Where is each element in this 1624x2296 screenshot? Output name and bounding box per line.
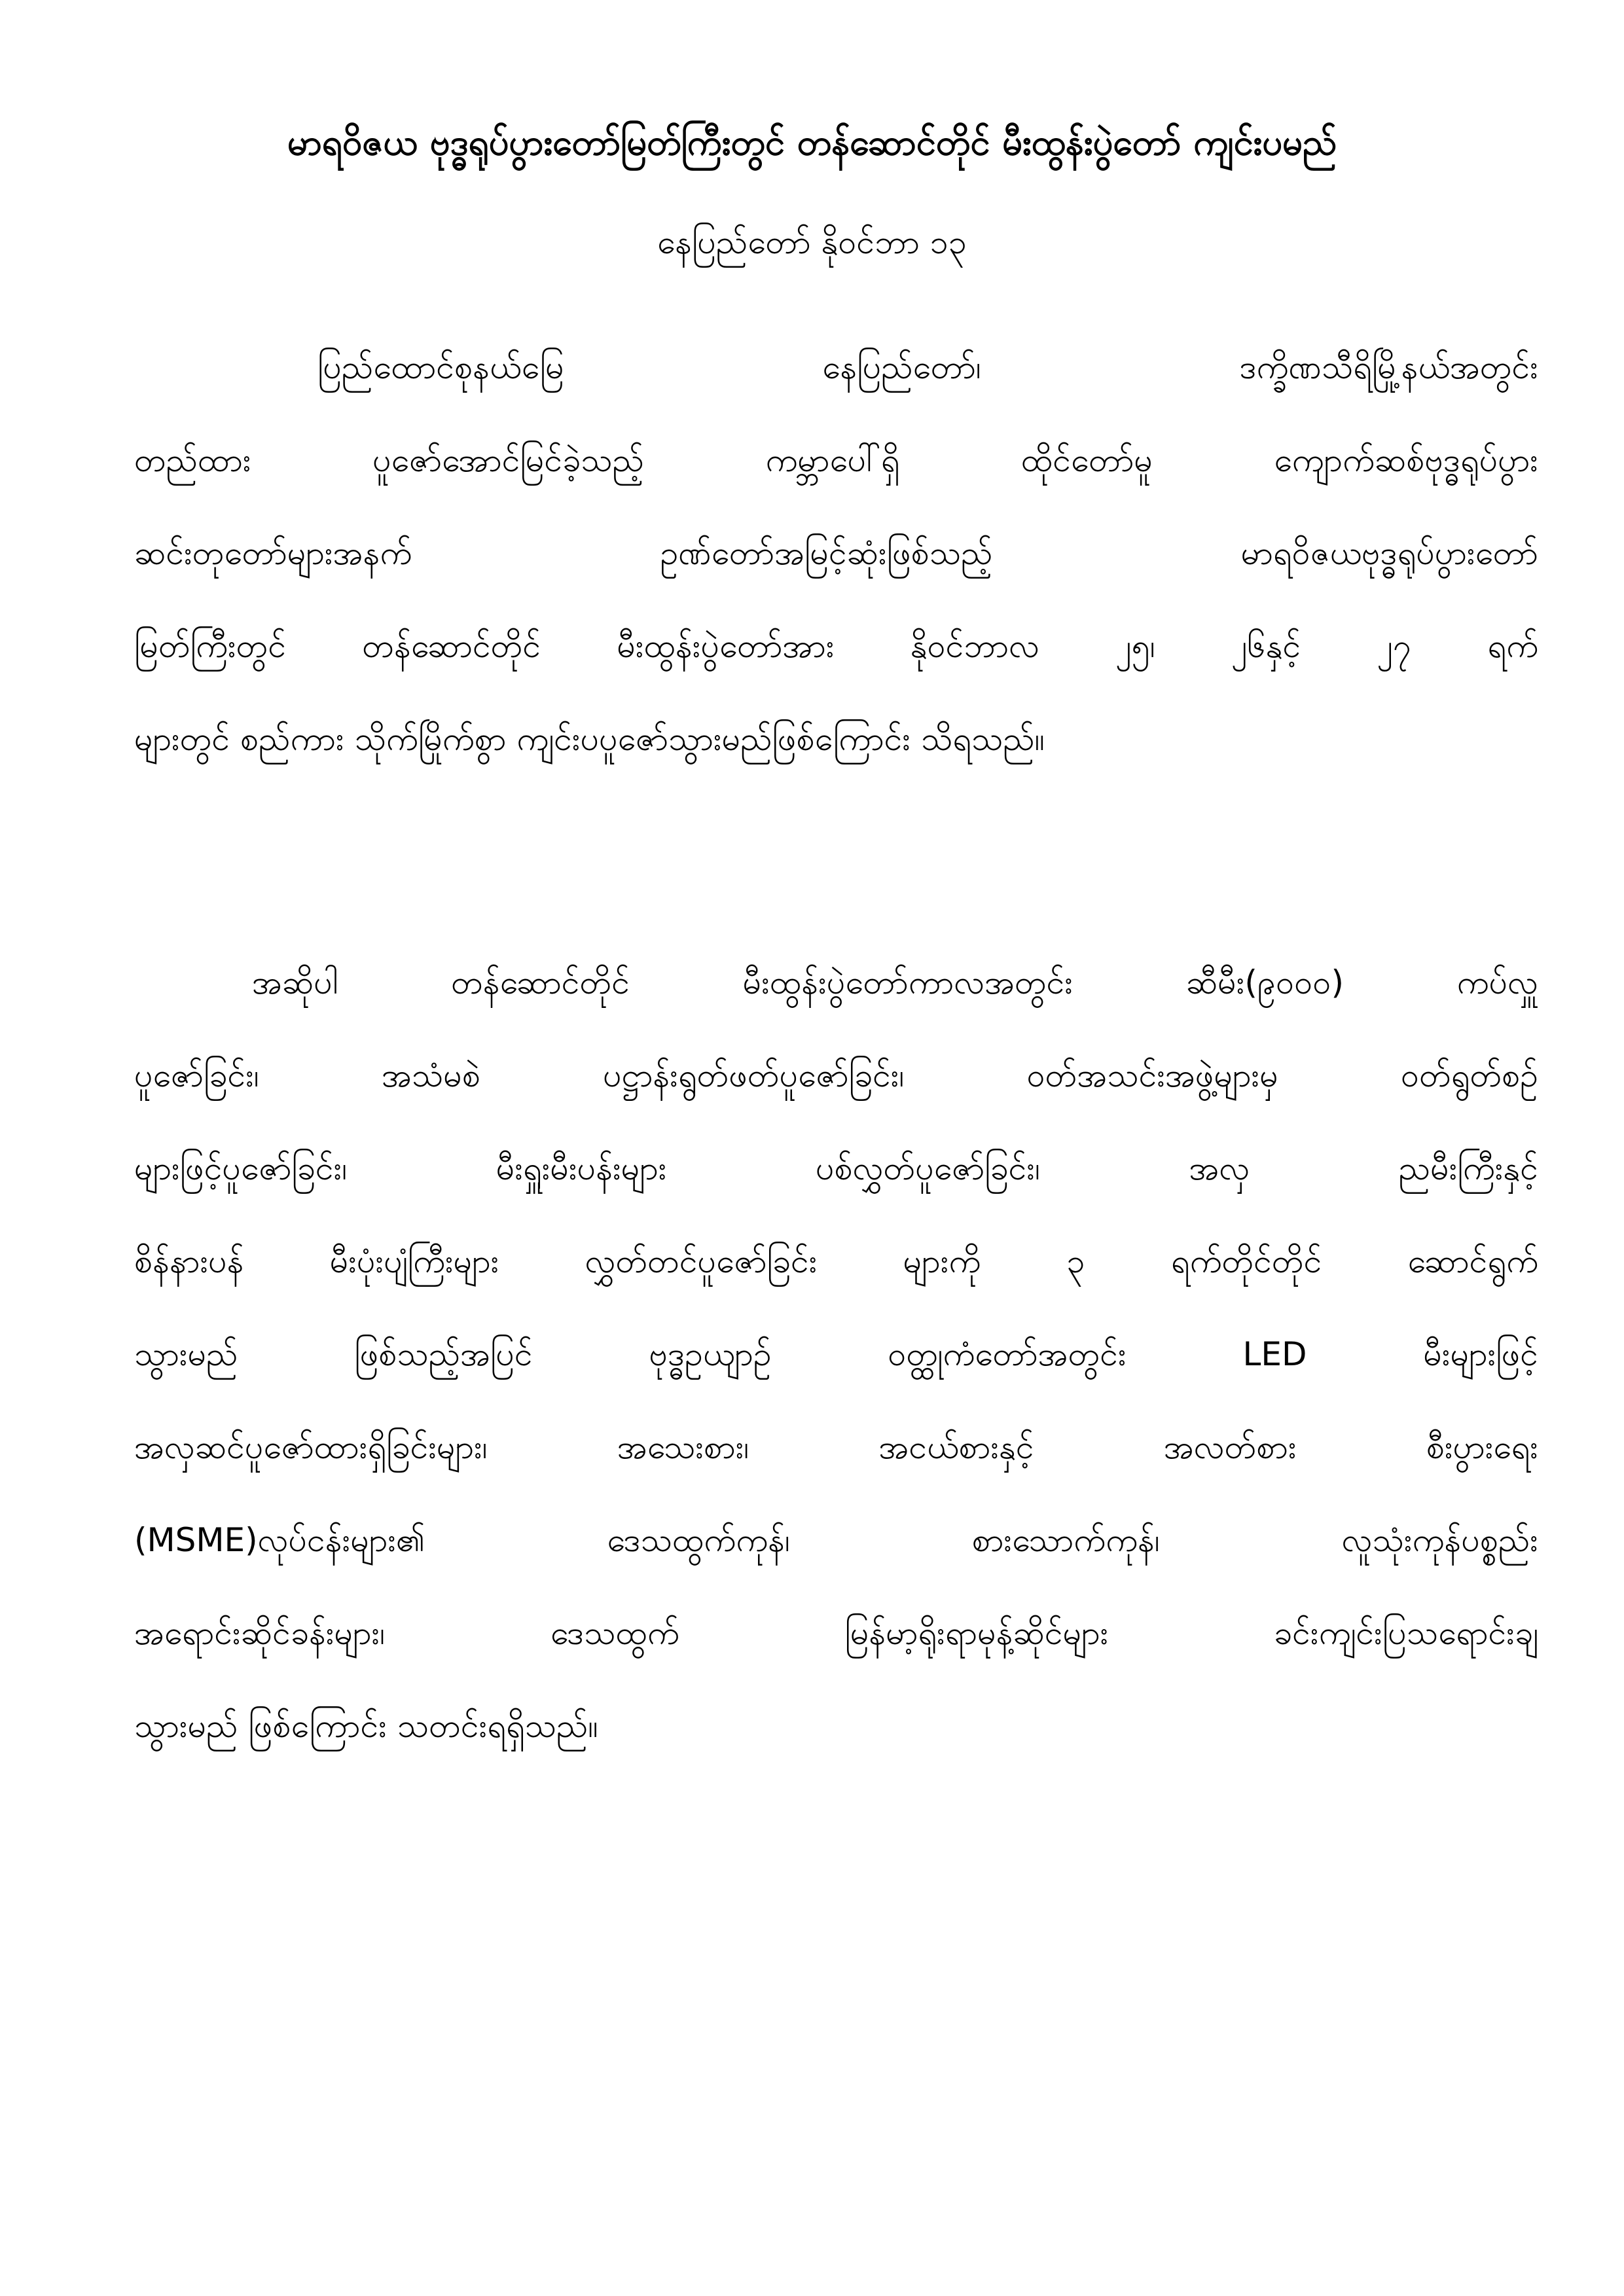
paragraph-line: များတွင် စည်ကား သိုက်မြိုက်စွာ ကျင်းပပူဇော်သွားမည်ဖြစ်ကြောင်း သိရသည်။ (134, 720, 1045, 758)
article-title: မာရဝိဇယ ဗုဒ္ဓရုပ်ပွားတော်မြတ်ကြီးတွင် တန်ဆောင်တိုင် မီးထွန်းပွဲတော် ကျင်းပမည် (287, 122, 1337, 163)
dateline: နေပြည်တော် နိုဝင်ဘာ ၁၃ (657, 223, 967, 261)
paragraph-1 (134, 321, 1538, 785)
paragraph-line: (MSME)လုပ်ငန်းများ၏ ဒေသထွက်ကုန်၊ စားသောက်ကုန်၊ လူသုံးကုန်ပစ္စည်း (134, 1521, 1538, 1559)
paragraph-line: အလှဆင်ပူဇော်ထားရှိခြင်းများ၊ အသေးစား၊ အငယ်စားနှင့် အလတ်စား စီးပွားရေး (134, 1428, 1538, 1466)
paragraph-line: ဆင်းတုတော်များအနက် ဥဏ်တော်အမြင့်ဆုံးဖြစ်သည့် မာရဝိဇယဗုဒ္ဓရုပ်ပွားတော် (134, 534, 1538, 572)
paragraph-line: အဆိုပါ တန်ဆောင်တိုင် မီးထွန်းပွဲတော်ကာလအတွင်း ဆီမီး(၉၀၀၀) ကပ်လှူ (252, 963, 1538, 1001)
paragraph-line: များဖြင့်ပူဇော်ခြင်း၊ မီးရှူးမီးပန်းများ ပစ်လွှတ်ပူဇော်ခြင်း၊ အလှ ညမီးကြီးနှင့် (134, 1149, 1538, 1187)
paragraph-line: သွားမည် ဖြစ်သည့်အပြင် ဗုဒ္ဓဥယျာဉ် ဝတ္ထုကံတော်အတွင်း LED မီးများဖြင့် (134, 1335, 1538, 1373)
paragraph-line: စိန်နားပန် မီးပုံးပျံကြီးများ လွှတ်တင်ပူဇော်ခြင်း များကို ၃ ရက်တိုင်တိုင် ဆောင်ရွက် (134, 1242, 1538, 1280)
paragraph-line: ပြည်ထောင်စုနယ်မြေ နေပြည်တော်၊ ဒက္ခိဏသီရိမြို့နယ်အတွင်း (317, 348, 1538, 386)
paragraph-2 (134, 936, 1538, 1772)
paragraph-line: တည်ထား ပူဇော်အောင်မြင်ခဲ့သည့် ကမ္ဘာပေါ်ရှိ ထိုင်တော်မူ ကျောက်ဆစ်ဗုဒ္ဓရုပ်ပွား (134, 441, 1538, 479)
paragraph-line: သွားမည် ဖြစ်ကြောင်း သတင်းရရှိသည်။ (134, 1707, 598, 1745)
paragraph-line: မြတ်ကြီးတွင် တန်ဆောင်တိုင် မီးထွန်းပွဲတော်အား နိုဝင်ဘာလ ၂၅၊ ၂၆နှင့် ၂၇ ရက် (134, 627, 1538, 665)
paragraph-line: အရောင်းဆိုင်ခန်းများ၊ ဒေသထွက် မြန်မာ့ရိုးရာမုန့်ဆိုင်များ ခင်းကျင်းပြသရောင်းချ (134, 1614, 1538, 1652)
paragraph-line: ပူဇော်ခြင်း၊ အသံမစဲ ပဋ္ဌာန်းရွတ်ဖတ်ပူဇော်ခြင်း၊ ဝတ်အသင်းအဖွဲ့များမှ ဝတ်ရွတ်စဉ် (134, 1056, 1538, 1094)
